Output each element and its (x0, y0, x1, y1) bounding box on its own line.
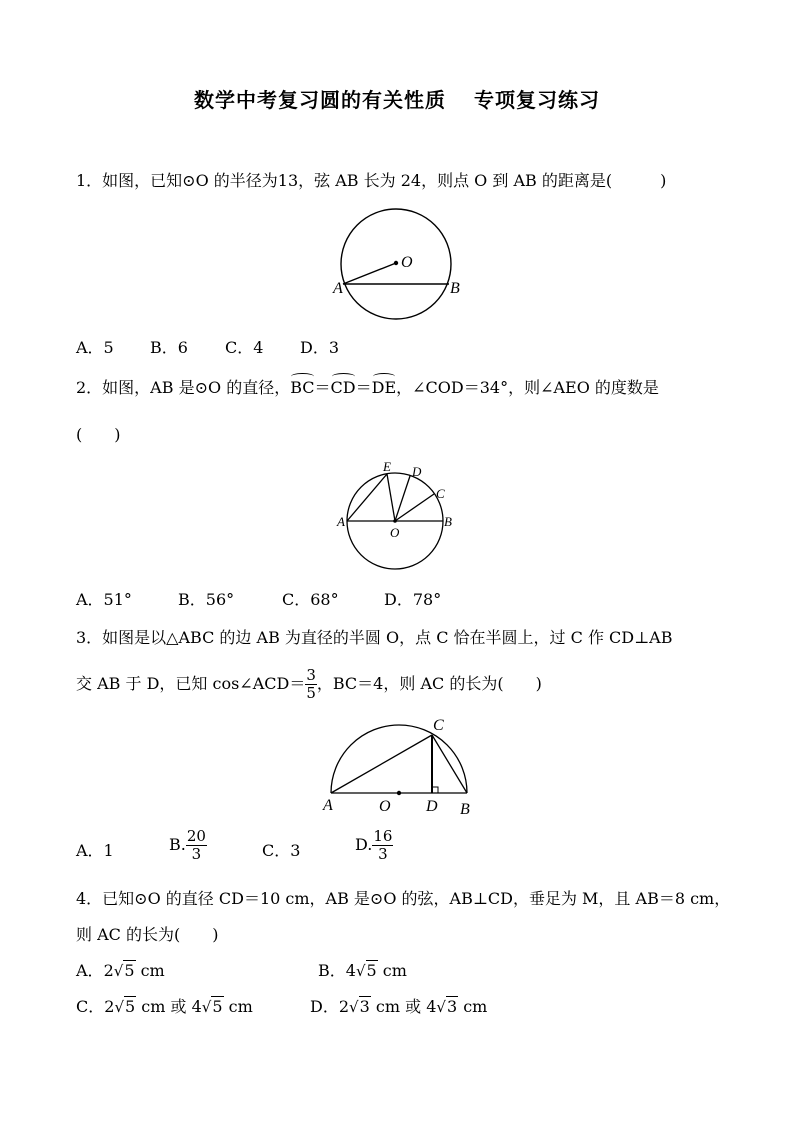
q2-label-o: O (390, 525, 400, 540)
q3-stem-line2-suffix: ，BC＝4，则 AC 的长为( ) (316, 674, 542, 693)
q3-frac-num: 3 (306, 666, 316, 684)
title-part1: 数学中考复习圆的有关性质 (194, 88, 446, 112)
q4-option-c-unit: cm (223, 997, 253, 1016)
q4-option-c-coef1: 2 (104, 997, 115, 1016)
q3-option-b-label: B. (169, 835, 186, 854)
q4-option-d (310, 997, 487, 1017)
q3-option-d-label: D. (355, 835, 373, 854)
q4-option-a-label: A． (76, 961, 104, 980)
q2-stem-suffix: ，∠COD＝34°，则∠AEO 的度数是 (396, 378, 659, 397)
q4-option-b-sqrt: √5 (355, 961, 377, 980)
q3-option-b (169, 828, 207, 863)
q4-option-c-label: C． (76, 997, 105, 1016)
q4-option-d-unit: cm (458, 997, 488, 1016)
q3-option-c: C．3 (262, 841, 301, 860)
q4-option-c-sqrt1: √5 (114, 997, 136, 1016)
page-title (0, 84, 794, 113)
q4-option-d-label: D． (310, 997, 339, 1016)
q3-option-d-num: 16 (373, 827, 393, 845)
q1-option-b: B．6 (150, 338, 188, 357)
q2-label-a: A (337, 514, 345, 529)
q3-center-point (397, 791, 401, 795)
q4-option-b-unit: cm (377, 961, 407, 980)
q2-option-b: B．56° (178, 590, 235, 609)
q1-label-a: A (333, 280, 343, 297)
q3-label-o: O (379, 798, 391, 815)
q2-center-point (393, 519, 397, 523)
q4-option-b-label: B． (318, 961, 346, 980)
q4-option-a-coef: 2 (103, 961, 114, 980)
q4-option-d-coef2: 4 (426, 997, 437, 1016)
q3-label-c: C (433, 717, 444, 734)
q2-radius-oe (387, 474, 395, 521)
q2-stem (76, 378, 659, 398)
q4-stem-line1: 4．已知⊙O 的直径 CD＝10 cm，AB 是⊙O 的弦，AB⊥CD，垂足为 M，且 AB＝8 cm， (76, 889, 731, 908)
q3-segment-cb (432, 735, 467, 793)
q4-option-c-mid: cm 或 (136, 997, 192, 1016)
q1-label-b: B (450, 280, 460, 297)
q1-figure (330, 208, 470, 328)
q1-stem: 1．如图，已知⊙O 的半径为13，弦 AB 长为 24，则点 O 到 AB 的距离是( ) (76, 171, 667, 190)
q2-radius-oc (395, 494, 434, 521)
q1-option-c: C．4 (225, 338, 264, 357)
q1-label-o: O (401, 254, 413, 271)
q3-label-b: B (460, 801, 470, 818)
q3-frac-den: 5 (306, 684, 316, 702)
q2-figure (330, 458, 460, 574)
q2-arc-bc: BC (290, 378, 315, 397)
q2-label-e: E (383, 459, 391, 474)
q2-option-a: A．51° (76, 590, 132, 609)
q3-label-d: D (426, 798, 438, 815)
q2-option-d: D．78° (384, 590, 442, 609)
q3-option-a: A．1 (76, 841, 114, 860)
title-part2: 专项复习练习 (474, 88, 600, 112)
q4-option-b-coef: 4 (345, 961, 356, 980)
q4-option-d-mid: cm 或 (370, 997, 427, 1016)
q4-option-d-sqrt1: √3 (349, 997, 370, 1016)
q3-stem-line2-prefix: 交 AB 于 D，已知 cos∠ACD＝ (76, 674, 306, 693)
q4-option-d-coef1: 2 (338, 997, 350, 1016)
q4-option-d-radicand1: 3 (359, 997, 370, 1016)
q4-option-b-radicand: 5 (366, 961, 377, 980)
q1-center-point (394, 261, 398, 265)
q2-label-d: D (412, 464, 422, 479)
q3-option-d (355, 828, 393, 863)
q3-option-b-den: 3 (191, 845, 202, 863)
q3-option-b-num: 20 (186, 827, 206, 845)
q3-option-d-fraction (372, 828, 393, 863)
q4-option-c (76, 997, 253, 1017)
q4-stem-line2: 则 AC 的长为( ) (76, 925, 219, 944)
q4-option-d-sqrt2: √3 (436, 997, 458, 1016)
q1-option-a: A．5 (76, 338, 114, 357)
q2-stem-prefix: 2．如图，AB 是⊙O 的直径， (76, 378, 291, 397)
q3-option-b-fraction (186, 828, 207, 863)
q2-arc-de: DE (371, 378, 397, 397)
q4-option-a-radicand: 5 (124, 961, 135, 980)
q3-label-a: A (323, 797, 333, 814)
q4-option-c-sqrt2: √5 (201, 997, 223, 1016)
q4-option-a-sqrt: √5 (113, 961, 135, 980)
q2-label-c: C (436, 486, 445, 501)
q2-eq1: ＝ (314, 378, 331, 397)
q3-stem-line2 (76, 665, 542, 703)
q3-fraction (305, 667, 317, 702)
q2-arc-cd: CD (330, 378, 356, 397)
q4-option-d-radicand2: 3 (446, 997, 458, 1016)
q1-option-d: D．3 (300, 338, 340, 357)
q2-radius-od (395, 476, 410, 521)
q1-radius-oa (343, 263, 396, 284)
q2-eq2: ＝ (355, 378, 372, 397)
q4-option-c-radicand2: 5 (212, 997, 223, 1016)
q3-segment-ac (331, 735, 432, 793)
q4-option-c-coef2: 4 (191, 997, 202, 1016)
q3-stem-line1: 3．如图是以△ABC 的边 AB 为直径的半圆 O，点 C 恰在半圆上，过 C 作 CD⊥AB (76, 628, 673, 647)
q2-option-c: C．68° (282, 590, 339, 609)
q2-label-b: B (444, 514, 452, 529)
q3-option-d-den: 3 (378, 845, 388, 863)
q4-option-a (76, 961, 165, 981)
q2-stem-line2: ( ) (76, 425, 121, 444)
q4-option-b (318, 961, 407, 981)
q3-figure (318, 712, 488, 820)
q4-option-a-unit: cm (135, 961, 165, 980)
q4-option-c-radicand1: 5 (125, 997, 136, 1016)
